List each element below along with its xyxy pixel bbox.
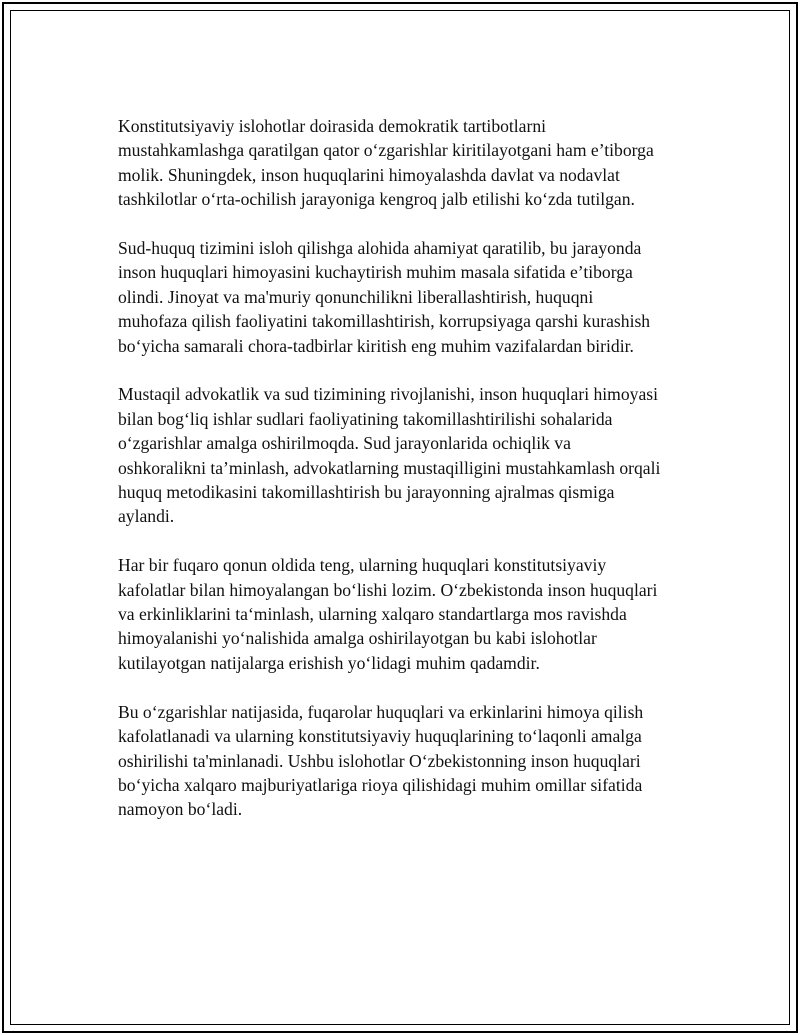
document-body	[118, 114, 718, 846]
text-line: bo‘yicha xalqaro majburiyatlariga rioya qilishidagi muhim omillar sifatida	[118, 774, 643, 795]
text-line: va erkinliklarini ta‘minlash, ularning xalqaro standartlarga mos ravishda	[118, 604, 627, 625]
text-line: olindi. Jinoyat va ma'muriy qonunchilikni liberallashtirish, huquqni	[118, 286, 594, 307]
text-line: namoyon bo‘ladi.	[118, 799, 243, 820]
paragraph-5	[118, 700, 718, 822]
text-line: bo‘yicha samarali chora-tadbirlar kiritish eng muhim vazifalardan biridir.	[118, 335, 634, 356]
text-line: Sud-huquq tizimini isloh qilishga alohida ahamiyat qaratilib, bu jarayonda	[118, 238, 642, 259]
paragraph-2	[118, 236, 718, 358]
text-line: bilan bog‘liq ishlar sudlari faoliyatining takomillashtirilishi sohalarida	[118, 408, 613, 429]
text-line: Bu o‘zgarishlar natijasida, fuqarolar huquqlari va erkinlarini himoya qilish	[118, 701, 644, 722]
text-line: muhofaza qilish faoliyatini takomillashtirish, korrupsiyaga qarshi kurashish	[118, 311, 651, 332]
paragraph-3	[118, 382, 718, 528]
text-line: mustahkamlashga qaratilgan qator o‘zgarishlar kiritilayotgani ham e’tiborga	[118, 140, 654, 161]
text-line: Mustaqil advokatlik va sud tizimining rivojlanishi, inson huquqlari himoyasi	[118, 384, 658, 405]
text-line: huquq metodikasini takomillashtirish bu jarayonning ajralmas qismiga	[118, 482, 615, 503]
text-line: tashkilotlar o‘rta-ochilish jarayoniga kengroq jalb etilishi ko‘zda tutilgan.	[118, 189, 635, 210]
text-line: inson huquqlari himoyasini kuchaytirish muhim masala sifatida e’tiborga	[118, 262, 633, 283]
paragraph-4	[118, 553, 718, 675]
text-line: oshkoralikni ta’minlash, advokatlarning mustaqilligini mustahkamlash orqali	[118, 457, 661, 478]
paragraph-1	[118, 114, 718, 212]
text-line: o‘zgarishlar amalga oshirilmoqda. Sud jarayonlarida ochiqlik va	[118, 433, 571, 454]
text-line: aylandi.	[118, 506, 175, 527]
text-line: himoyalanishi yo‘nalishida amalga oshirilayotgan bu kabi islohotlar	[118, 628, 597, 649]
text-line: Konstitutsiyaviy islohotlar doirasida demokratik tartibotlarni	[118, 116, 547, 136]
text-line: oshirilishi ta'minlanadi. Ushbu islohotlar O‘zbekistonning inson huquqlari	[118, 750, 641, 771]
text-line: molik. Shuningdek, inson huquqlarini himoyalashda davlat va nodavlat	[118, 164, 620, 185]
text-line: kafolatlar bilan himoyalangan bo‘lishi lozim. O‘zbekistonda inson huquqlari	[118, 579, 658, 600]
text-line: kutilayotgan natijalarga erishish yo‘lidagi muhim qadamdir.	[118, 652, 540, 673]
text-line: kafolatlanadi va ularning konstitutsiyaviy huquqlarining to‘laqonli amalga	[118, 726, 642, 747]
text-line: Har bir fuqaro qonun oldida teng, ularning huquqlari konstitutsiyaviy	[118, 555, 607, 576]
